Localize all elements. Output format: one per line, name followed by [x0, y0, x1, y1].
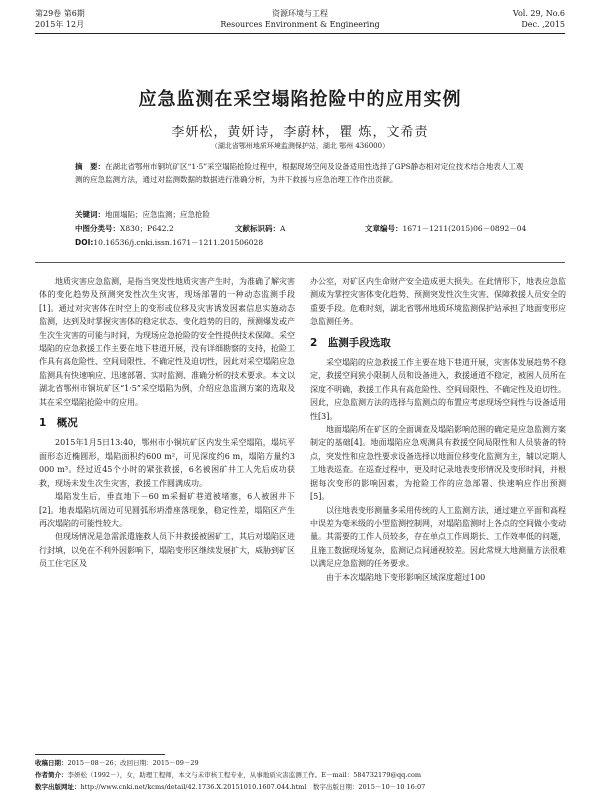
header-divider: [35, 33, 565, 34]
doc-code-value: A: [280, 224, 286, 233]
section-1-paragraph-3: 但现场情况是急需派遣施救人员下井救援被困矿工，其后对塌陷区进行封填，以免在不利外因影响下，塌陷变形区继续发展扩大，威胁到矿区员工住宅区及: [39, 532, 295, 569]
journal-name-en: Resources Environment & Engineering: [220, 20, 380, 29]
volume-issue-en: Vol. 29, No.6: [512, 9, 565, 18]
intro-paragraph: 地质灾害应急监测，是指当突发性地质灾害产生时，为准确了解灾害体的变化趋势及预测突发性次生灾害，现场部署的一种动态监测手段[1]。通过对灾害体在时空上的变形或位移及灾害诱发因素信息实施动态监测，达到及时掌握灾害体的稳定状态、变化趋势的目的，预测爆发或产生次生灾害的可能与时间，为现场应急抢险的安全性提供技术保障。采空塌陷的应急救援工作主要在地下巷道开展，没有详细勘察的支持，抢险工作具有高危险性、空间局限性、不确定性及迫切性，因此对采空塌陷应急监测具有快速响应、迅速部署、实时监测、准确分析的技术要求。本文以湖北省鄂州市铜坑矿区“1·5”采空塌陷为例，介绍应急监测方案的选取及其在采空塌陷抢险中的应用。: [39, 277, 295, 407]
doc-code-label: 文献标识码：: [235, 224, 280, 233]
received-date-note: [35, 758, 565, 768]
section-1-paragraph-2: 塌陷发生后，垂直地下－60 m采掘矿巷道被堵塞，6人被困井下[2]。地表塌陷坑周边可见圆弧形坍滑座落现象，稳定性差，塌陷区产生再次塌陷的可能性较大。: [39, 492, 295, 528]
right-column: [310, 275, 566, 584]
online-value[interactable]: http://www.cnki.net/kcms/detail/42.1736.X.20151010.1607.044.html 数字出版日期：2015－10－10 16:07: [80, 783, 426, 791]
author-affiliation: （湖北省鄂州地质环境监测保护站，湖北 鄂州 436000）: [210, 142, 390, 150]
journal-volume-info-en: [513, 8, 565, 30]
online-label: 数字出版网址：: [35, 783, 81, 791]
abstract: [75, 160, 525, 186]
left-column: [39, 275, 295, 571]
section-2-paragraph-4: 由于本次塌陷地下变形影响区域深度超过100: [326, 572, 486, 582]
section-2-heading: 2 监测手段选取: [310, 336, 391, 349]
author-bio-note: [35, 770, 565, 780]
author-list: 李妍松，黄妍诗，李蔚林，瞿 炼，文希责: [171, 125, 429, 140]
volume-issue: 第29卷 第6期: [35, 9, 85, 18]
article-number-label: 文章编号：: [365, 224, 403, 233]
section-2-paragraph-1: 采空塌陷的应急救援工作主要在地下巷道开展，灾害体发展趋势不稳定，救援空间狭小限制人员和设备进入，救援通道不稳定，被困人员所在深度不明确，救援工作具有高危险性、空间局限性、不确定性及迫切性。因此，应急监测方法的选择与监测点的布置应考虑现场空间性与设备适用性[3]。: [310, 358, 566, 421]
keywords-label: 关键词：: [75, 210, 105, 219]
publication-date: 2015年 12月: [35, 20, 85, 29]
section-1-paragraph-1: 2015年1月5日13:40，鄂州市小铜坑矿区内发生采空塌陷，塌坑平面形态近椭圆形，塌陷面积约600 m²，可见深度约6 m，塌陷方量约3 000 m³。经过近45个小时的紧张救援，6名被困矿井工人先后成功获救，现场未发生次生灾害，救援工作圆满成功。: [39, 438, 295, 488]
running-header: [35, 8, 565, 32]
section-2-paragraph-2: 地面塌陷所在矿区的全面调查及塌陷影响范围的确定是应急监测方案制定的基础[4]。地面塌陷应急观测具有救援空间局限性和人员装备的特点，突发性和应急性要求设备选择以地面位移变化监测为主，辅以定期人工地表巡查。在巡查过程中，更及时记录地表变形情况及变形时间，并根据每次变形的影响因素，为抢险工作的应急部署、快速响应作出预测[5]。: [310, 425, 566, 502]
doi-row: [75, 237, 525, 249]
abstract-divider: [35, 262, 565, 263]
keywords-text: 地面塌陷；应急监测；应急抢险: [105, 210, 210, 219]
author-bio-value: 李妍松（1992－），女，助理工程师，本文与未审核工程专业，从事地质灾害监测工作。E－mail：584732179@qq.com: [67, 771, 422, 779]
doi-value[interactable]: 10.16536/j.cnki.issn.1671－1211.201506028: [93, 238, 264, 247]
footnote-divider: [35, 754, 165, 755]
journal-name: [35, 8, 565, 30]
author-bio-label: 作者简介：: [35, 771, 68, 779]
abstract-label: 摘 要：: [75, 162, 105, 171]
clc-label: 中图分类号：: [75, 224, 120, 233]
abstract-text: 在湖北省鄂州市铜坑矿区“1·5”采空塌陷抢险过程中，根据现场空间及设备适用性选择了GPS静态相对定位技术结合地表人工观测的应急监测方法，通过对监测数据的数据进行准确分析，为井下救援与应急治理工作作出贡献。: [75, 162, 524, 184]
received-value: 2015－08－26；改回日期：2015－09－29: [67, 759, 199, 767]
section-1-heading: 1 概况: [39, 417, 78, 430]
doi-label: DOI:: [75, 238, 94, 247]
publication-date-en: Dec. ,2015: [521, 20, 565, 29]
online-publication-note: [35, 782, 565, 792]
received-label: 收稿日期：: [35, 759, 68, 767]
section-2-paragraph-3: 以往地表变形测量多采用传统的人工监测方法，通过建立平面和高程中误差为毫米级的小型监测控制网，对塌陷监测时上各点的空间做小变动量。其需要的工作人员较多，存在单点工作周期长、工作效率低的问题，且施工数据现场复杂，监测记点间通视较差。因此常规大地测量方法很难以满足应急监测的任务要求。: [310, 505, 566, 569]
journal-name-cn: 资源环境与工程: [272, 9, 328, 18]
continued-paragraph: 办公室，对矿区内生命财产安全造成更大损失。在此情形下，地表应急监测成为掌控灾害体变化趋势、预测突发性次生灾害、保障救援人员安全的重要手段。危难时刻，湖北省鄂州地质环境监测保护站承担了地面变形应急监测任务。: [310, 277, 566, 327]
clc-value: X830；P642.2: [120, 224, 174, 233]
paper-title: 应急监测在采空塌陷抢险中的应用实例: [138, 89, 462, 110]
article-number-value: 1671－1211(2015)06－0892－04: [402, 224, 527, 233]
keywords-row: [75, 209, 525, 221]
